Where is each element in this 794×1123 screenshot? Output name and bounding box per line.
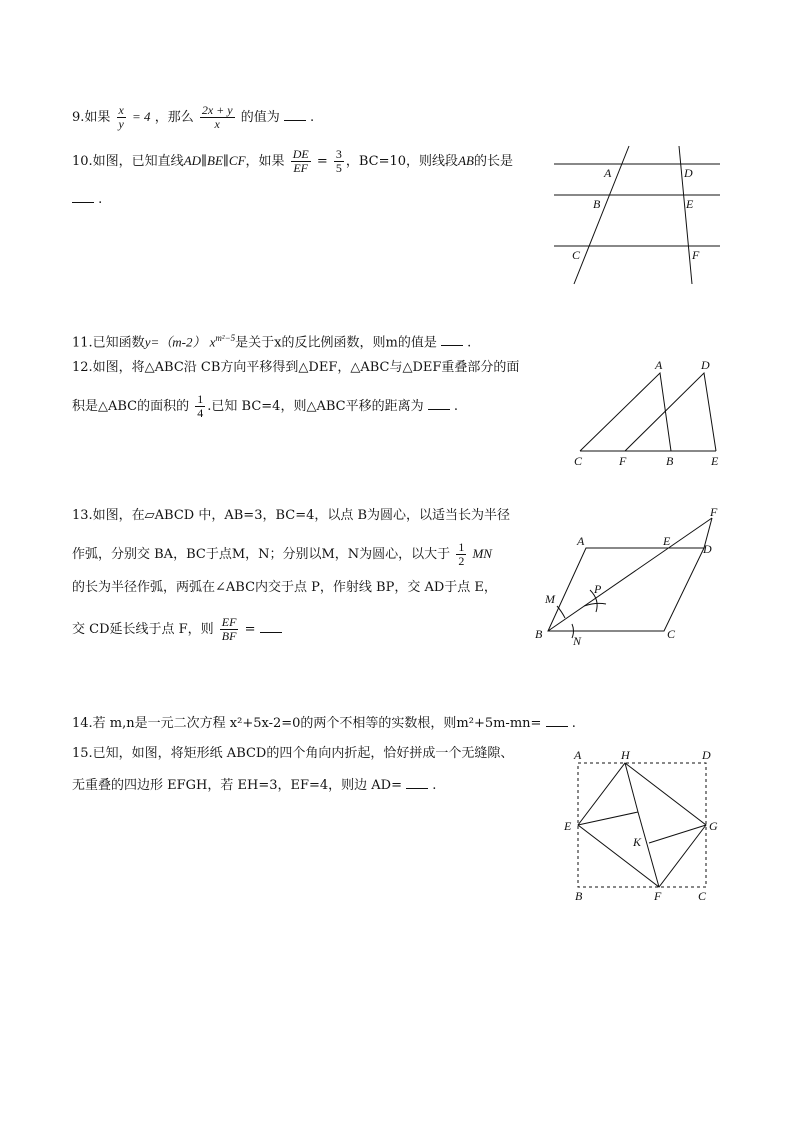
fig10-label-a: A [604, 166, 612, 180]
question-10: 10.如图，已知直线AD∥BE∥CF，如果 $\frac{DE}{EF}$ = $\frac{3}{5}$ ，BC=10，则线段AB的长是 [72, 147, 513, 175]
question-14: 14.若 m,n是一元二次方程 x²+5x-2=0的两个不相等的实数根，则m²+5m-mn= . [72, 716, 576, 731]
fraction-ef-over-bf: $\frac{EF}{BF}$ [221, 615, 237, 643]
fig12-label-c: C [574, 454, 583, 468]
fig10-label-f: F [692, 248, 700, 262]
fig12-label-a: A [655, 358, 663, 372]
fig13-label-d: D [703, 542, 712, 556]
question-13-line-3: 的长为半径作弧，两弧在∠ABC内交于点 P，作射线 BP，交 AD于点 E， [72, 580, 497, 595]
fig10-label-b: B [593, 197, 601, 211]
fig15-label-a: A [574, 748, 582, 762]
fig15-label-d: D [702, 748, 711, 762]
fig15-label-k: K [633, 835, 642, 849]
fig15-label-f: F [654, 889, 662, 903]
fig12-label-e: E [711, 454, 719, 468]
fig13-label-p: P [594, 582, 602, 596]
fig10-label-c: C [572, 248, 581, 262]
question-15-line-2: 无重叠的四边形 EFGH，若 EH=3，EF=4，则边 AD= . [72, 778, 437, 793]
fig15-label-h: H [621, 748, 630, 762]
fig15-label-e: E [564, 819, 572, 833]
question-13-line-2: 作弧，分别交 BA，BC于点M，N；分别以M，N为圆心，以大于 $\frac{1}{2}$ MN [72, 540, 492, 568]
fig15-label-g: G [709, 819, 718, 833]
fig10-label-e: E [686, 197, 694, 211]
fig12-label-f: F [619, 454, 627, 468]
fraction-de-over-ef: $\frac{DE}{EF}$ [292, 147, 309, 175]
fig12-label-d: D [701, 358, 710, 372]
fraction-x-over-y: $\frac{x}{y}$ [118, 103, 124, 131]
question-10-answer-line: . [72, 190, 102, 210]
fraction-1-over-2: $\frac{1}{2}$ [458, 540, 465, 568]
fig15-label-b: B [575, 889, 583, 903]
fig13-label-m: M [545, 592, 555, 606]
fig13-label-c: C [667, 627, 676, 641]
question-11: 11.已知函数y=（m-2） $x^{m^2-5}$是关于x的反比例函数，则m的值是 . [72, 333, 472, 351]
fig15-label-c: C [698, 889, 707, 903]
fraction-2x-plus-y-over-x: $\frac{2x + y}{x}$ [201, 103, 233, 131]
fig13-label-f: F [710, 505, 718, 519]
fraction-3-over-5: $\frac{3}{5}$ [335, 147, 342, 175]
fig12-label-b: B [666, 454, 674, 468]
fig10-label-d: D [684, 166, 693, 180]
fig13-label-e: E [663, 534, 671, 548]
question-13-line-4: 交 CD延长线于点 F，则 $\frac{EF}{BF}$ = [72, 616, 282, 643]
question-9: 9.如果 $\frac{x}{y}$ = 4 ，那么 $\frac{2x + y}{x}$ 的值为 . [72, 103, 315, 131]
question-13-line-1: 13.如图，在▱ABCD 中，AB=3，BC=4，以点 B为圆心，以适当长为半径 [72, 508, 511, 523]
question-15-line-1: 15.已知，如图，将矩形纸 ABCD的四个角向内折起，恰好拼成一个无缝隙、 [72, 746, 514, 761]
fraction-1-over-4: $\frac{1}{4}$ [197, 392, 204, 420]
question-12-line-1: 12.如图，将△ABC沿 CB方向平移得到△DEF，△ABC与△DEF重叠部分的面 [72, 360, 520, 375]
question-12-line-2: 积是△ABC的面积的 $\frac{1}{4}$ .已知 BC=4，则△ABC平移的距离为 . [72, 392, 458, 420]
fig13-label-n: N [573, 634, 582, 648]
fig13-label-b: B [535, 627, 543, 641]
fig13-label-a: A [577, 534, 585, 548]
